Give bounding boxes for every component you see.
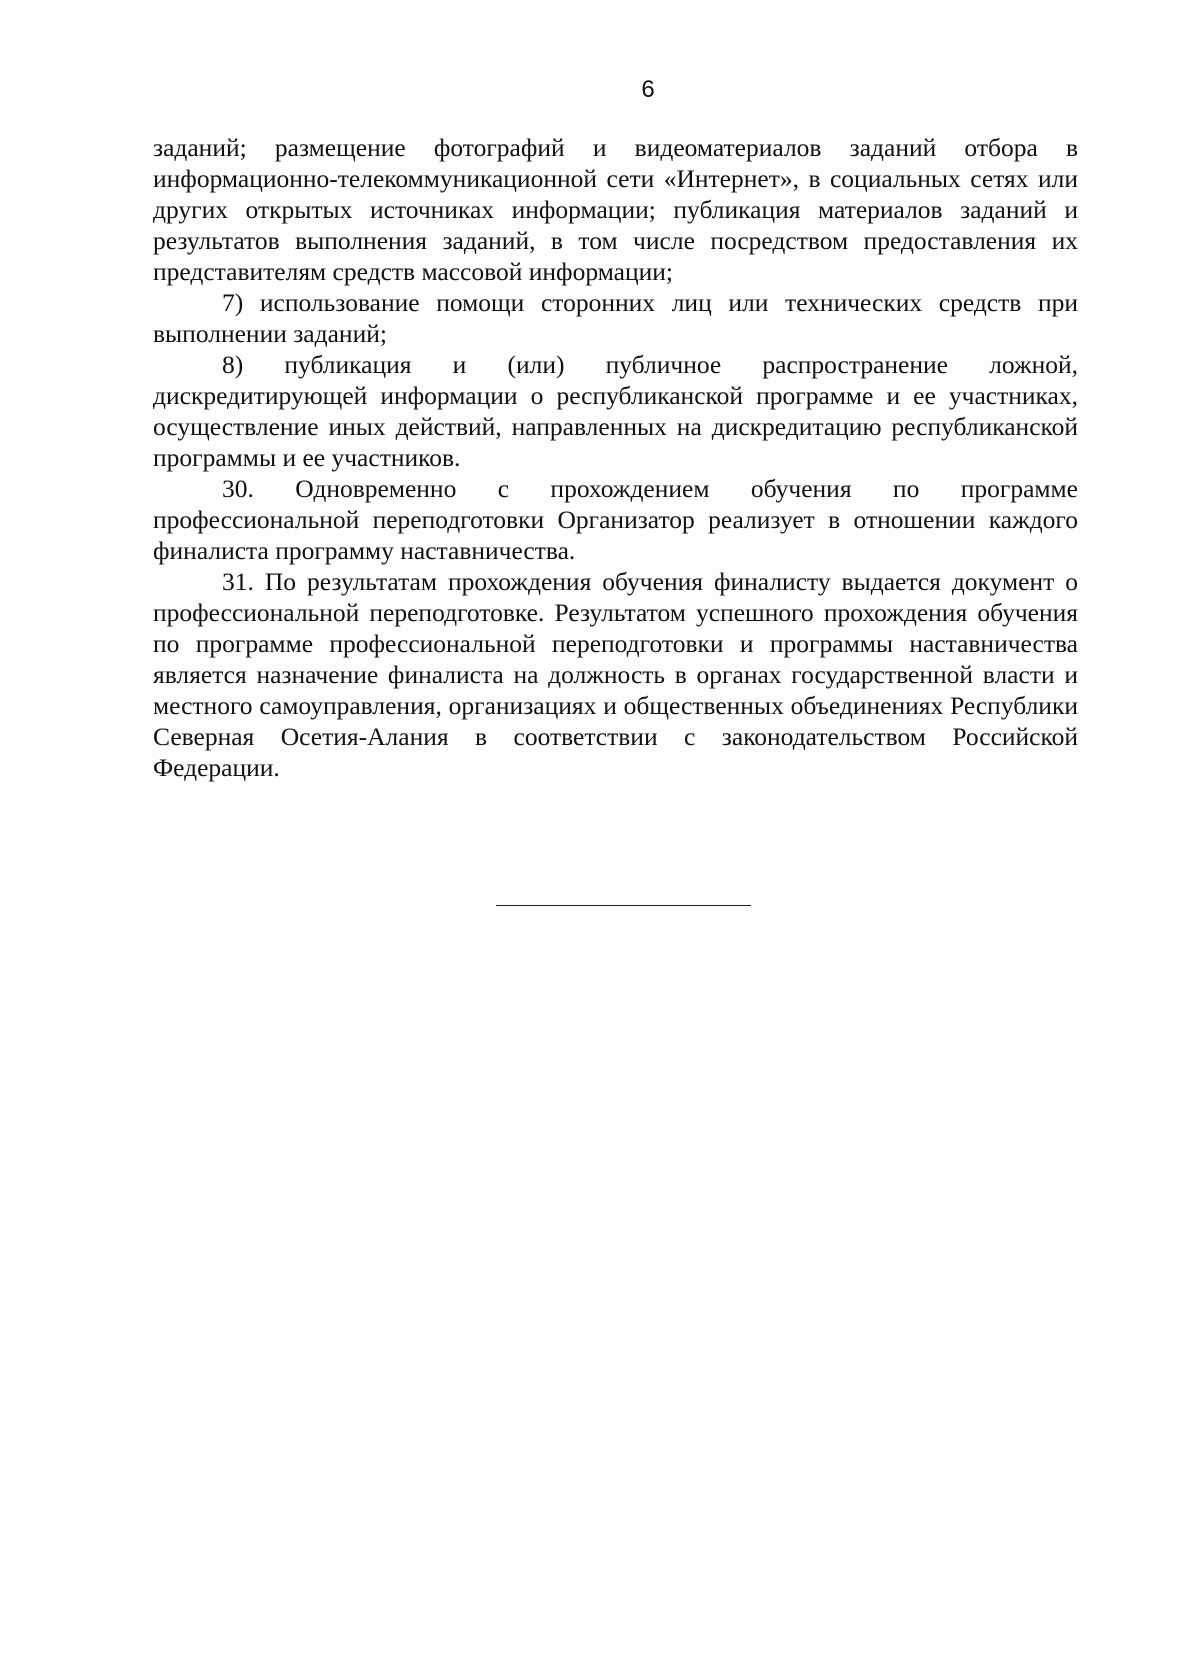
paragraph-item-7: 7) использование помощи сторонних лиц или технических средств при выполнении заданий; (153, 288, 1078, 348)
paragraph-item-8: 8) публикация и (или) публичное распространение ложной, дискредитирующей информации о республиканской программе и ее участниках, осуществление иных действий, направленных на дискредитацию республиканской программы и ее участников. (153, 350, 1078, 472)
paragraph-clause-30: 30. Одновременно с прохождением обучения по программе профессиональной переподготовки Организатор реализует в отношении каждого финалиста программу наставничества. (153, 474, 1078, 565)
paragraph-continuation: заданий; размещение фотографий и видеоматериалов заданий отбора в информационно-телекоммуникационной сети «Интернет», в социальных сетях или других открытых источниках информации; публикация материалов заданий и результатов выполнения заданий, в том числе посредством предоставления их представителям средств массовой информации; (153, 133, 1078, 286)
page-number: 6 (641, 76, 655, 103)
document-body (153, 132, 1078, 783)
paragraph-clause-31: 31. По результатам прохождения обучения финалисту выдается документ о профессиональной переподготовке. Результатом успешного прохождения обучения по программе профессиональной переподготовки и программы наставничества является назначение финалиста на должность в органах государственной власти и местного самоуправления, организациях и общественных объединениях Республики Северная Осетия-Алания в соответствии с законодательством Российской Федерации. (153, 567, 1078, 782)
end-separator-line (496, 905, 751, 906)
